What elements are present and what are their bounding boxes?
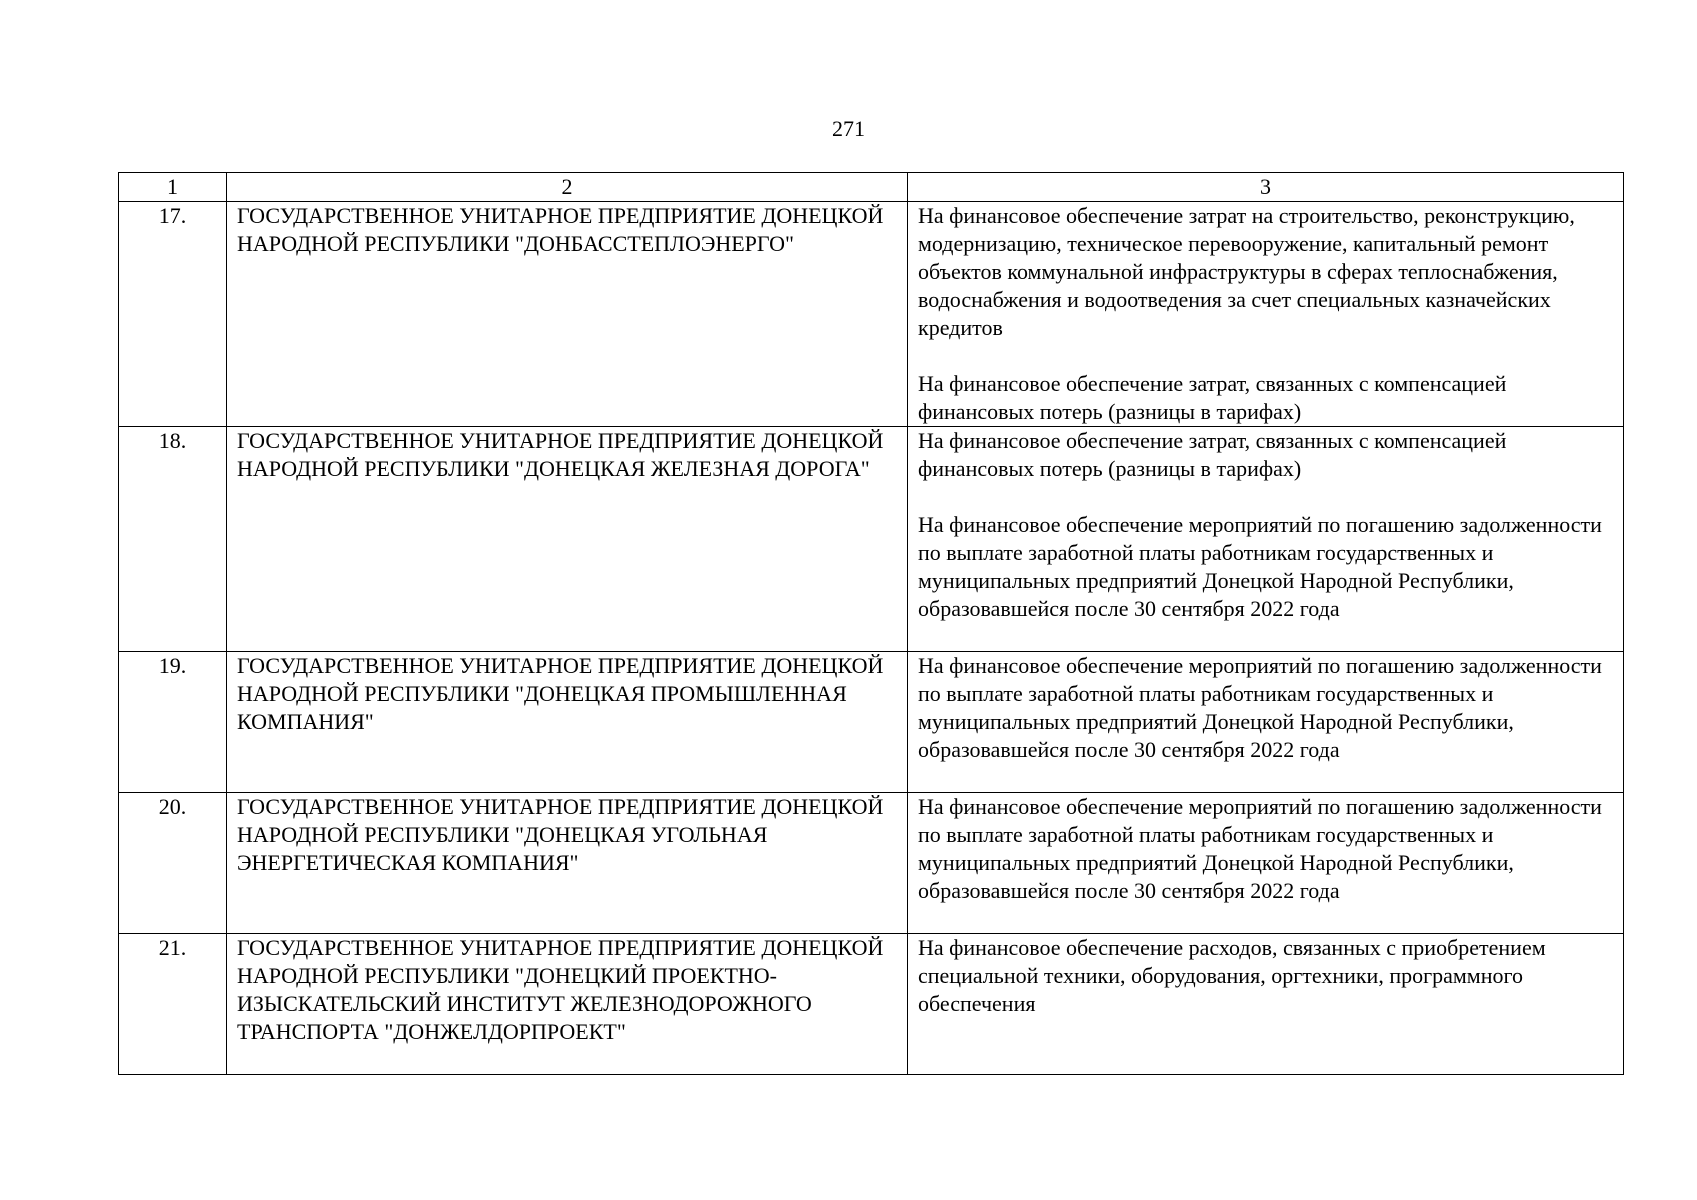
table-row	[119, 793, 1624, 934]
purpose-cell	[908, 934, 1624, 1075]
column-header-purpose: 3	[908, 173, 1624, 202]
enterprise-name: ГОСУДАРСТВЕННОЕ УНИТАРНОЕ ПРЕДПРИЯТИЕ ДОНЕЦКОЙ НАРОДНОЙ РЕСПУБЛИКИ "ДОНЕЦКАЯ ПРОМЫШЛЕННАЯ КОМПАНИЯ"	[227, 652, 908, 793]
page-number: 271	[832, 116, 865, 141]
purpose-text: На финансовое обеспечение расходов, связанных с приобретением специальной техники, оборудования, оргтехники, программного обеспечения	[918, 935, 1546, 1016]
table-row	[119, 202, 1624, 427]
row-number: 18.	[119, 427, 227, 652]
row-number: 21.	[119, 934, 227, 1075]
enterprise-name: ГОСУДАРСТВЕННОЕ УНИТАРНОЕ ПРЕДПРИЯТИЕ ДОНЕЦКОЙ НАРОДНОЙ РЕСПУБЛИКИ "ДОНБАССТЕПЛОЭНЕРГО"	[227, 202, 908, 427]
enterprise-table	[118, 172, 1624, 1075]
table-row	[119, 652, 1624, 793]
purpose-text: На финансовое обеспечение мероприятий по погашению задолженности по выплате заработной платы работникам государственных и муниципальных предприятий Донецкой Народной Республики, образовавшейся после 30 сентября 2022 года	[918, 653, 1602, 762]
purpose-cell	[908, 427, 1624, 652]
purpose-text: На финансовое обеспечение мероприятий по погашению задолженности по выплате заработной платы работникам государственных и муниципальных предприятий Донецкой Народной Республики, образовавшейся после 30 сентября 2022 года	[918, 512, 1602, 621]
enterprise-name: ГОСУДАРСТВЕННОЕ УНИТАРНОЕ ПРЕДПРИЯТИЕ ДОНЕЦКОЙ НАРОДНОЙ РЕСПУБЛИКИ "ДОНЕЦКАЯ УГОЛЬНАЯ ЭНЕРГЕТИЧЕСКАЯ КОМПАНИЯ"	[227, 793, 908, 934]
purpose-cell	[908, 652, 1624, 793]
row-number: 17.	[119, 202, 227, 427]
enterprise-name: ГОСУДАРСТВЕННОЕ УНИТАРНОЕ ПРЕДПРИЯТИЕ ДОНЕЦКОЙ НАРОДНОЙ РЕСПУБЛИКИ "ДОНЕЦКИЙ ПРОЕКТНО-ИЗЫСКАТЕЛЬСКИЙ ИНСТИТУТ ЖЕЛЕЗНОДОРОЖНОГО ТРАНСПОРТА "ДОНЖЕЛДОРПРОЕКТ"	[227, 934, 908, 1075]
purpose-text: На финансовое обеспечение затрат, связанных с компенсацией финансовых потерь (разницы в тарифах)	[918, 428, 1507, 481]
row-number: 19.	[119, 652, 227, 793]
column-header-number: 1	[119, 173, 227, 202]
row-number: 20.	[119, 793, 227, 934]
table-row	[119, 934, 1624, 1075]
table-header-row	[119, 173, 1624, 202]
purpose-cell	[908, 202, 1624, 427]
column-header-name: 2	[227, 173, 908, 202]
purpose-cell	[908, 793, 1624, 934]
purpose-text: На финансовое обеспечение мероприятий по погашению задолженности по выплате заработной платы работникам государственных и муниципальных предприятий Донецкой Народной Республики, образовавшейся после 30 сентября 2022 года	[918, 794, 1602, 903]
purpose-text: На финансовое обеспечение затрат, связанных с компенсацией финансовых потерь (разницы в тарифах)	[918, 371, 1507, 424]
enterprise-name: ГОСУДАРСТВЕННОЕ УНИТАРНОЕ ПРЕДПРИЯТИЕ ДОНЕЦКОЙ НАРОДНОЙ РЕСПУБЛИКИ "ДОНЕЦКАЯ ЖЕЛЕЗНАЯ ДОРОГА"	[227, 427, 908, 652]
purpose-text: На финансовое обеспечение затрат на строительство, реконструкцию, модернизацию, техническое перевооружение, капитальный ремонт объектов коммунальной инфраструктуры в сферах теплоснабжения, водоснабжения и водоотведения за счет специальных казначейских кредитов	[918, 203, 1575, 340]
table-row	[119, 427, 1624, 652]
